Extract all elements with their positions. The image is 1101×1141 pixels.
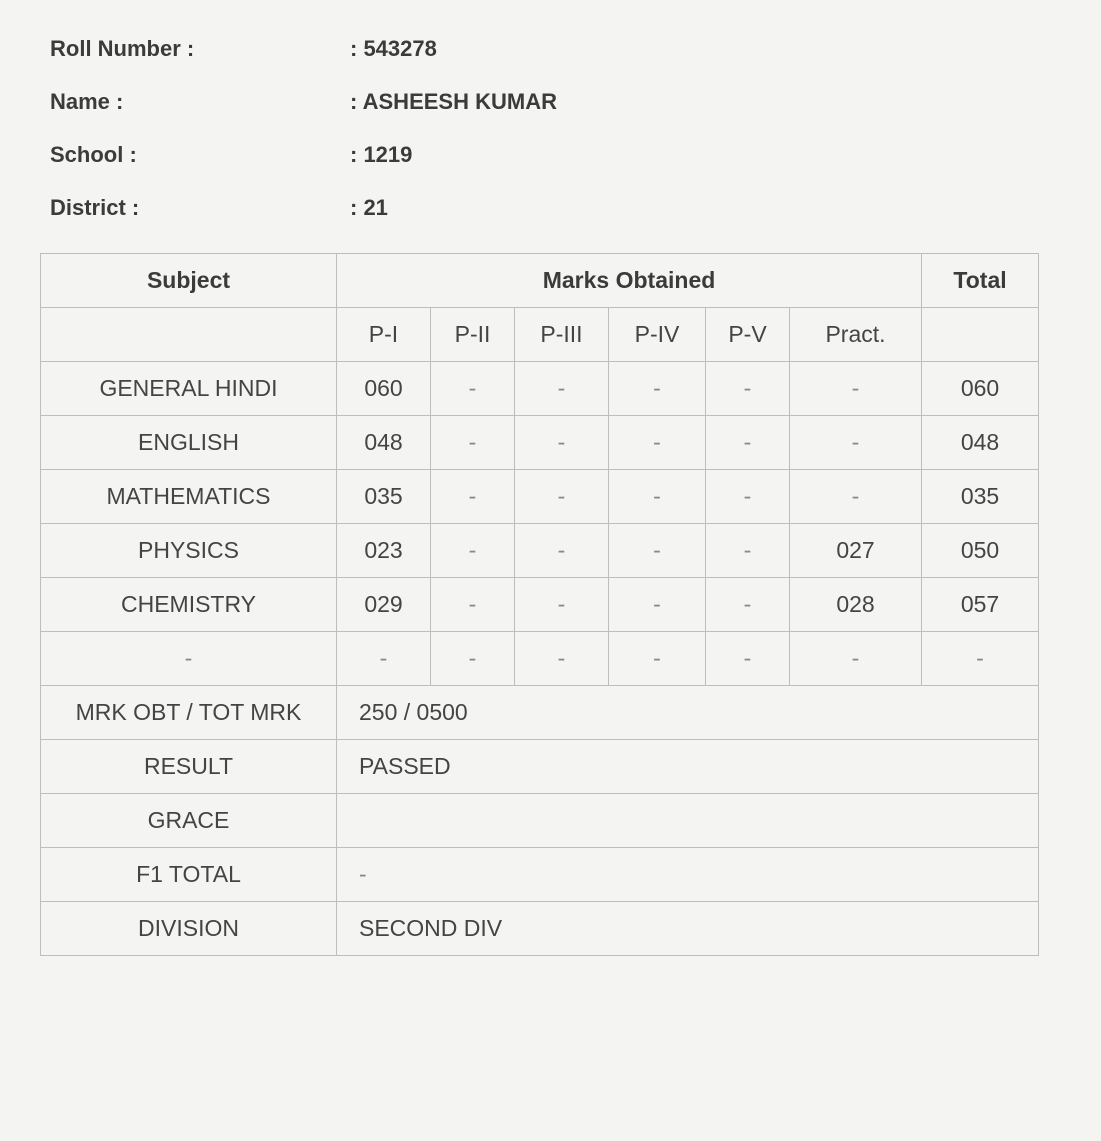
header-marks-obtained: Marks Obtained: [337, 254, 922, 308]
mark-cell: 060: [337, 362, 431, 416]
table-row: [41, 416, 1039, 470]
mark-cell: -: [431, 524, 515, 578]
summary-label: DIVISION: [41, 902, 337, 956]
mark-cell: -: [515, 416, 609, 470]
mark-cell: -: [609, 578, 706, 632]
mark-cell: -: [790, 362, 922, 416]
mark-cell: -: [790, 416, 922, 470]
subject-cell: MATHEMATICS: [41, 470, 337, 524]
mark-cell: -: [431, 362, 515, 416]
summary-value: PASSED: [337, 740, 1039, 794]
header-paper: P-II: [431, 308, 515, 362]
marks-table: [40, 253, 1039, 956]
total-cell: -: [922, 632, 1039, 686]
mark-cell: -: [706, 632, 790, 686]
table-row: [41, 470, 1039, 524]
mark-cell: -: [790, 470, 922, 524]
info-value: : 1219: [350, 142, 413, 167]
mark-cell: -: [609, 524, 706, 578]
mark-cell: 023: [337, 524, 431, 578]
info-label: District :: [50, 195, 140, 220]
info-value: : 543278: [350, 36, 437, 61]
mark-cell: -: [706, 578, 790, 632]
info-label: School :: [50, 142, 137, 167]
mark-cell: 028: [790, 578, 922, 632]
header-subject: Subject: [41, 254, 337, 308]
mark-cell: -: [609, 632, 706, 686]
subject-cell: ENGLISH: [41, 416, 337, 470]
mark-cell: 048: [337, 416, 431, 470]
mark-cell: -: [515, 632, 609, 686]
info-label: Roll Number :: [50, 36, 195, 61]
subheader-empty: [41, 308, 337, 362]
mark-cell: -: [431, 632, 515, 686]
summary-value: SECOND DIV: [337, 902, 1039, 956]
header-paper: P-I: [337, 308, 431, 362]
summary-label: F1 TOTAL: [41, 848, 337, 902]
header-paper: P-V: [706, 308, 790, 362]
summary-row-division: [41, 902, 1039, 956]
mark-cell: -: [706, 470, 790, 524]
mark-cell: -: [431, 416, 515, 470]
mark-cell: -: [609, 416, 706, 470]
subject-cell: PHYSICS: [41, 524, 337, 578]
table-header-row: [41, 254, 1039, 308]
table-row: [41, 578, 1039, 632]
total-cell: 060: [922, 362, 1039, 416]
mark-cell: -: [706, 524, 790, 578]
mark-cell: -: [706, 362, 790, 416]
info-value: : ASHEESH KUMAR: [350, 89, 557, 114]
summary-row-grace: [41, 794, 1039, 848]
mark-cell: -: [515, 470, 609, 524]
mark-cell: -: [706, 416, 790, 470]
total-cell: 057: [922, 578, 1039, 632]
summary-value: [337, 794, 1039, 848]
summary-label: RESULT: [41, 740, 337, 794]
summary-value: 250 / 0500: [337, 686, 1039, 740]
mark-cell: 035: [337, 470, 431, 524]
mark-cell: 027: [790, 524, 922, 578]
mark-cell: -: [515, 578, 609, 632]
subheader-empty: [922, 308, 1039, 362]
header-paper: P-III: [515, 308, 609, 362]
table-row: [41, 632, 1039, 686]
summary-row-marks: [41, 686, 1039, 740]
mark-cell: -: [609, 362, 706, 416]
info-value: : 21: [350, 195, 388, 220]
table-row: [41, 524, 1039, 578]
total-cell: 050: [922, 524, 1039, 578]
mark-cell: -: [337, 632, 431, 686]
mark-cell: -: [431, 470, 515, 524]
info-label: Name :: [50, 89, 124, 114]
table-row: [41, 362, 1039, 416]
subject-cell: -: [41, 632, 337, 686]
mark-cell: -: [515, 362, 609, 416]
header-paper: Pract.: [790, 308, 922, 362]
summary-row-result: [41, 740, 1039, 794]
summary-label: MRK OBT / TOT MRK: [41, 686, 337, 740]
mark-cell: -: [609, 470, 706, 524]
subject-cell: CHEMISTRY: [41, 578, 337, 632]
table-subheader-row: [41, 308, 1039, 362]
mark-cell: -: [431, 578, 515, 632]
mark-cell: -: [515, 524, 609, 578]
subject-cell: GENERAL HINDI: [41, 362, 337, 416]
total-cell: 035: [922, 470, 1039, 524]
total-cell: 048: [922, 416, 1039, 470]
mark-cell: -: [790, 632, 922, 686]
header-total: Total: [922, 254, 1039, 308]
header-paper: P-IV: [609, 308, 706, 362]
mark-cell: 029: [337, 578, 431, 632]
summary-label: GRACE: [41, 794, 337, 848]
summary-value: -: [337, 848, 1039, 902]
summary-row-f1-total: [41, 848, 1039, 902]
